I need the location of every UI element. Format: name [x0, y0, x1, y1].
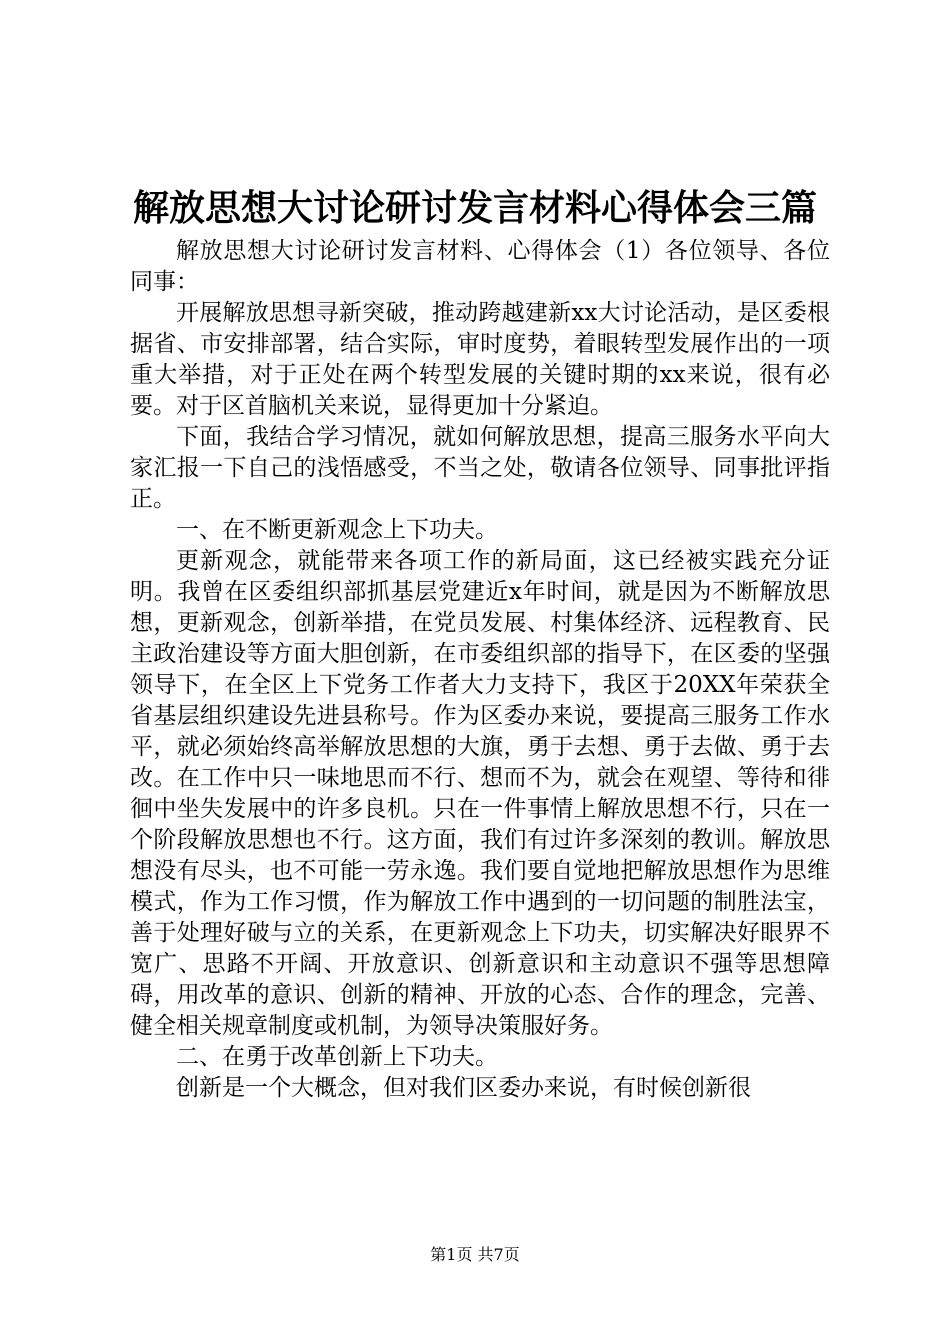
page-footer: 第1页 共7页: [430, 1245, 520, 1264]
section-heading-2: 二、在勇于改革创新上下功夫。: [176, 1044, 498, 1070]
paragraph-report: 下面，我结合学习情况，就如何解放思想，提高三服务水平向大家汇报一下自己的浅悟感受，不当之处，敬请各位领导、同事批评指正。: [130, 424, 830, 512]
paragraph-greeting: 解放思想大讨论研讨发言材料、心得体会（1）各位领导、各位同事：: [130, 238, 830, 295]
document-body: [130, 236, 830, 1104]
paragraph-intro: 开展解放思想寻新突破，推动跨越建新xx大讨论活动，是区委根据省、市安排部署，结合实际，审时度势，着眼转型发展作出的一项重大举措，对于正处在两个转型发展的关键时期的xx来说，很有必要。对于区首脑机关来说，显得更加十分紧迫。: [130, 300, 830, 419]
section-heading-1: 一、在不断更新观念上下功夫。: [176, 517, 498, 543]
document-title: 解放思想大讨论研讨发言材料心得体会三篇: [132, 187, 817, 229]
paragraph-section-2: 创新是一个大概念，但对我们区委办来说，有时候创新很: [176, 1075, 751, 1101]
paragraph-section-1: 更新观念，就能带来各项工作的新局面，这已经被实践充分证明。我曾在区委组织部抓基层党建近x年时间，就是因为不断解放思想，更新观念，创新举措，在党员发展、村集体经济、远程教育、民主政治建设等方面大胆创新，在市委组织部的指导下，在区委的坚强领导下，在全区上下党务工作者大力支持下，我区于20XX年荣获全省基层组织建设先进县称号。作为区委办来说，要提高三服务工作水平，就必须始终高举解放思想的大旗，勇于去想、勇于去做、勇于去改。在工作中只一味地思而不行、想而不为，就会在观望、等待和徘徊中坐失发展中的许多良机。只在一件事情上解放思想不行，只在一个阶段解放思想也不行。这方面，我们有过许多深刻的教训。解放思想没有尽头，也不可能一劳永逸。我们要自觉地把解放思想作为思维模式，作为工作习惯，作为解放工作中遇到的一切问题的制胜法宝，善于处理好破与立的关系，在更新观念上下功夫，切实解决好眼界不宽广、思路不开阔、开放意识、创新意识和主动意识不强等思想障碍，用改革的意识、创新的精神、开放的心态、合作的理念，完善、健全相关规章制度或机制，为领导决策服好务。: [130, 548, 830, 1039]
